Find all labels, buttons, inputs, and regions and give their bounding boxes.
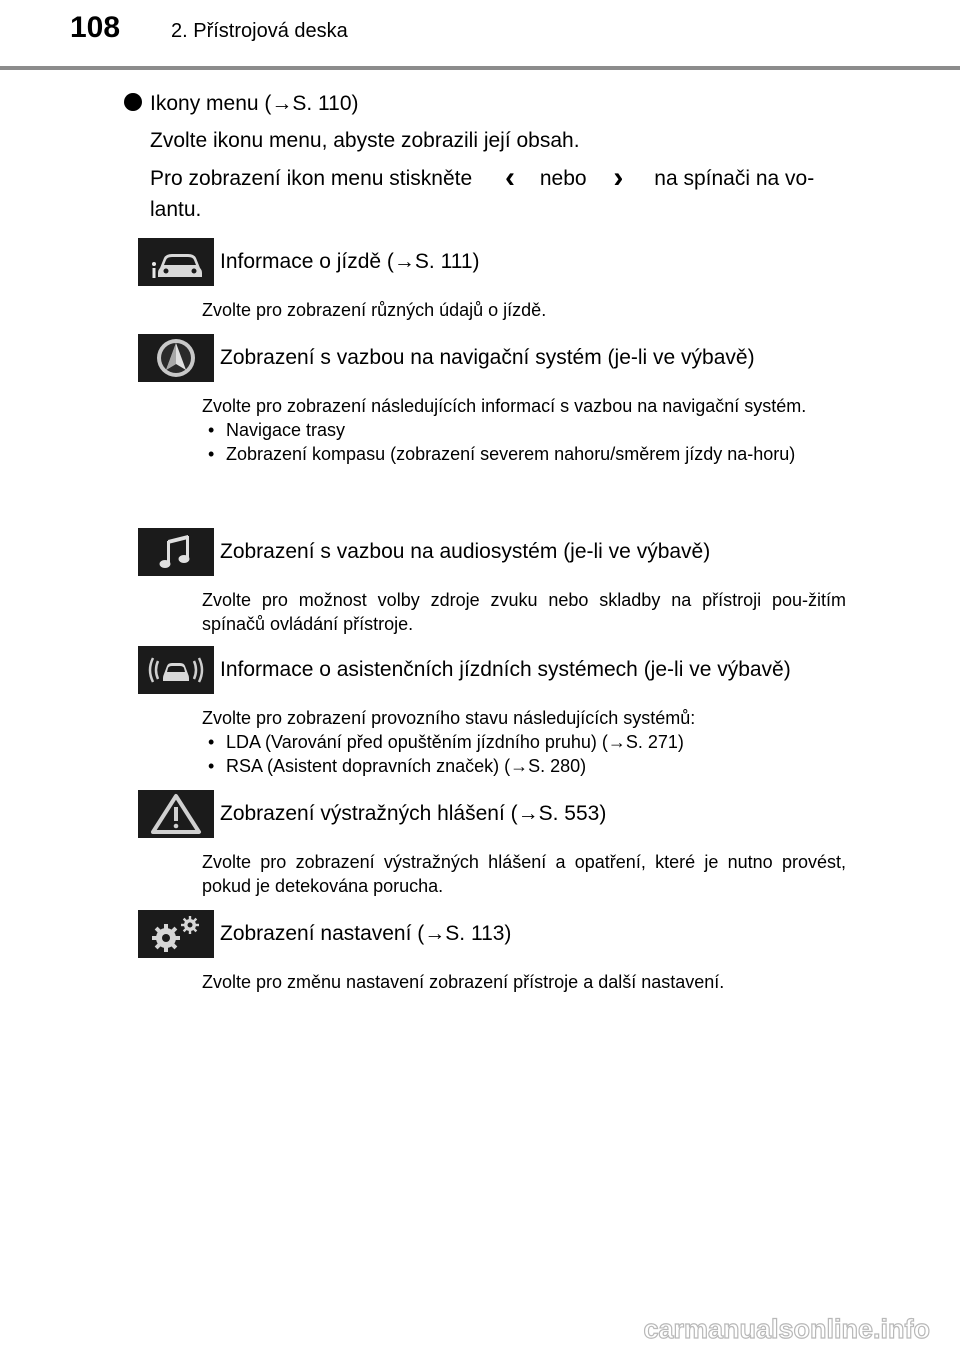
header-divider [0,66,960,70]
item-description-text: Zvolte pro možnost volby zdroje zvuku nebo skladby na přístroji pou-žitím spínačů ovládání přístroje. [202,590,846,634]
item-description [202,588,846,636]
intro-line-2-start: Pro zobrazení ikon menu stiskněte [150,167,473,190]
item-description-text: Zvolte pro zobrazení provozního stavu následujících systémů: [202,708,696,728]
item-description-text: Zvolte pro zobrazení následujících informací s vazbou na navigační systém. [202,396,807,416]
music-note-icon [138,528,214,576]
item-title: Zobrazení s vazbou na navigační systém (je-li ve výbavě) [220,346,755,369]
driving-assist-icon [138,646,214,694]
item-title: Zobrazení výstražných hlášení (→S. 553) [220,802,607,825]
section-title: 2. Přístrojová deska [171,20,348,42]
item-description-text: Zvolte pro zobrazení výstražných hlášení a opatření, které je nutno provést, pokud je detekována porucha. [202,852,846,896]
settings-gears-icon [138,910,214,958]
intro-line-3: lantu. [150,198,202,221]
chevron-right-icon: › [613,161,624,194]
item-description [202,970,846,994]
list-item: • RSA (Asistent dopravních značek) (→S. 280) [202,754,846,778]
intro-line-2-end: na spínači na vo- [654,167,815,190]
menu-icons-heading [124,90,359,118]
intro-line-2-middle: nebo [539,167,587,190]
menu-icons-heading-text: Ikony menu (→S. 110) [150,92,359,115]
item-description [202,706,846,778]
bullet-dot-icon [124,93,142,111]
item-title: Zobrazení s vazbou na audiosystém (je-li ve výbavě) [220,540,711,563]
list-item: • Zobrazení kompasu (zobrazení severem nahoru/směrem jízdy na-horu) [202,442,846,466]
item-title: Zobrazení nastavení (→S. 113) [220,922,512,945]
watermark-logo [560,1312,940,1346]
page-number: 108 [70,11,121,44]
warning-triangle-icon [138,790,214,838]
item-description [202,394,846,466]
item-description-text: Zvolte pro změnu nastavení zobrazení přístroje a další nastavení. [202,972,725,992]
item-description [202,850,846,898]
item-description-text: Zvolte pro zobrazení různých údajů o jízdě. [202,300,547,320]
item-description [202,298,846,322]
svg-text:carmanualsonline.info: carmanualsonline.info [643,1314,930,1344]
item-title: Informace o jízdě (→S. 111) [220,250,480,273]
intro-line-1: Zvolte ikonu menu, abyste zobrazili její obsah. [150,129,580,152]
chevron-left-icon: ‹ [505,161,516,194]
navigation-arrow-icon [138,334,214,382]
item-title: Informace o asistenčních jízdních systémech (je-li ve výbavě) [220,658,791,681]
car-info-icon [138,238,214,286]
list-item: • Navigace trasy [202,418,846,442]
list-item: • LDA (Varování před opuštěním jízdního pruhu) (→S. 271) [202,730,846,754]
intro-line-2 [150,161,815,194]
